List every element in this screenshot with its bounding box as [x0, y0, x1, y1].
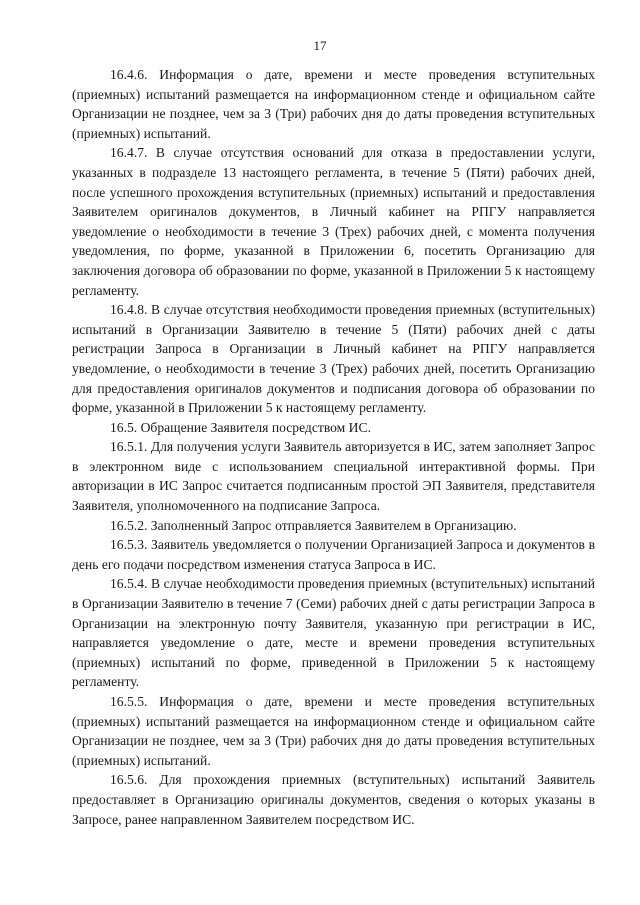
section-heading-16-5: 16.5. Обращение Заявителя посредством ИС.: [110, 419, 371, 435]
paragraph-16-5-3: 16.5.3. Заявитель уведомляется о получении Организацией Запроса и документов в день его подачи посредством изменения статуса Запроса в ИС.: [72, 537, 595, 572]
paragraph-16-4-8: 16.4.8. В случае отсутствия необходимости проведения приемных (вступительных) испытаний в Организации Заявителю в течение 5 (Пяти) рабочих дней с даты регистрации Запроса в Организации в Личный кабинет на РПГУ направляется уведомление, о необходимости в течение 3 (Трех) рабочих дней, посетить Организацию для предоставления оригиналов документов и подписания договора об образовании по форме, указанной в Приложении 5 к настоящему регламенту.: [72, 302, 595, 416]
paragraph-16-5-4: 16.5.4. В случае необходимости проведения приемных (вступительных) испытаний в Организации Заявителю в течение 7 (Семи) рабочих дней с даты регистрации Запроса в Организации на электронную почту Заявителя, указанную при регистрации в ИС, направляется уведомление о дате, месте и времени проведения вступительных (приемных) испытаний по форме, приведенной в Приложении 5 к настоящему регламенту.: [72, 576, 595, 690]
paragraph-16-4-7: 16.4.7. В случае отсутствия оснований для отказа в предоставлении услуги, указанных в подразделе 13 настоящего регламента, в течение 5 (Пяти) рабочих дней, после успешного прохождения вступительных (приемных) испытаний и предоставления Заявителем оригиналов документов, в Личный кабинет на РПГУ направляется уведомление о необходимости в течение 3 (Трех) рабочих дней, с момента получения уведомления, по форме, указанной в Приложении 6, посетить Организацию для заключения договора об образовании по форме, указанной в Приложении 5 к настоящему регламенту.: [72, 145, 595, 298]
document-body: [72, 65, 595, 829]
paragraph-16-5-5: 16.5.5. Информация о дате, времени и месте проведения вступительных (приемных) испытаний размещается на информационном стенде и официальном сайте Организации не позднее, чем за 3 (Три) рабочих дня до даты проведения вступительных (приемных) испытаний.: [72, 694, 595, 768]
paragraph-16-5-2: 16.5.2. Заполненный Запрос отправляется Заявителем в Организацию.: [110, 517, 517, 533]
paragraph-16-5-6: 16.5.6. Для прохождения приемных (вступительных) испытаний Заявитель предоставляет в Организацию оригиналы документов, сведения о которых указаны в Запросе, ранее направленном Заявителем посредством ИС.: [72, 772, 595, 827]
page-number: 17: [313, 38, 327, 53]
paragraph-16-4-6: 16.4.6. Информация о дате, времени и месте проведения вступительных (приемных) испытаний размещается на информационном стенде и официальном сайте Организации не позднее, чем за 3 (Три) рабочих дня до даты проведения вступительных (приемных) испытаний.: [72, 67, 595, 141]
paragraph-16-5-1: 16.5.1. Для получения услуги Заявитель авторизуется в ИС, затем заполняет Запрос в электронном виде с использованием специальной интерактивной формы. При авторизации в ИС Запрос считается подписанным простой ЭП Заявителя, представителя Заявителя, уполномоченного на подписание Запроса.: [72, 439, 595, 514]
